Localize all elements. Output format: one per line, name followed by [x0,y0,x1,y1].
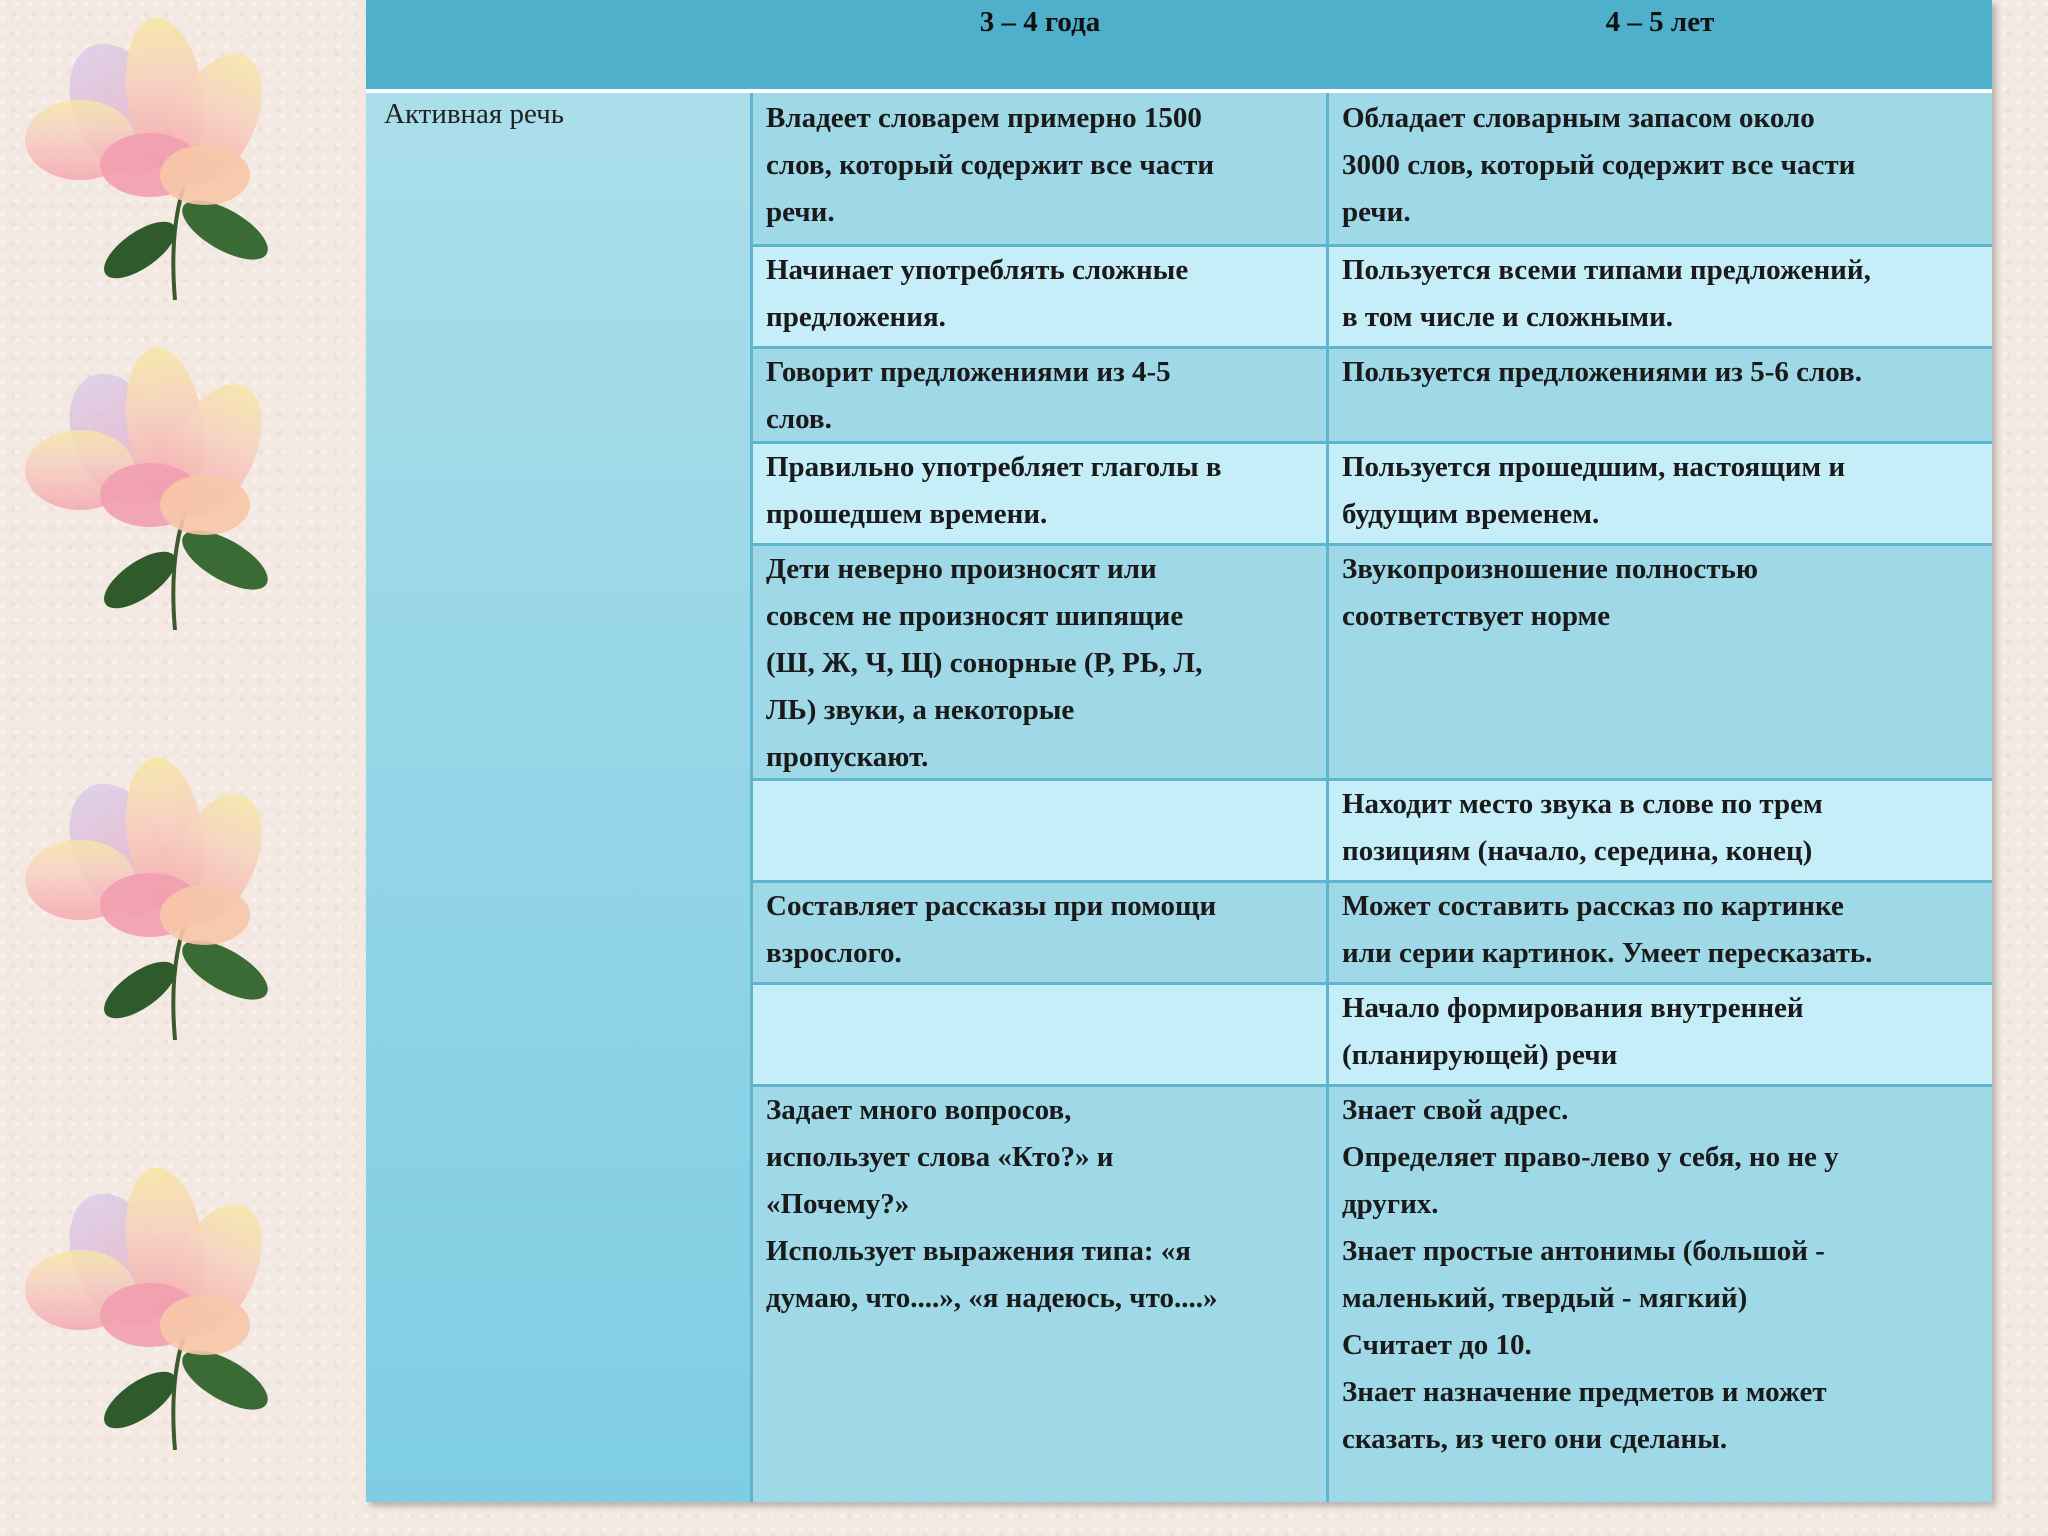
comparison-table [366,0,1992,1502]
table-cell: Обладает словарным запасом около 3000 слов, который содержит все части речи. [1328,93,1992,245]
table-cell: Говорит предложениями из 4-5 слов. [752,347,1328,442]
table-cell: Задает много вопросов, использует слова «Кто?» и «Почему?» Использует выражения типа: «я думаю, что....», «я надеюсь, что....» [752,1085,1328,1502]
row-divider [752,441,1992,444]
magnolia-decoration [0,0,366,1536]
column-divider [750,93,753,1502]
table-cell: Пользуется предложениями из 5-6 слов. [1328,347,1992,442]
row-divider [752,1084,1992,1087]
table-cell [752,779,1328,881]
table-cell: Может составить рассказ по картинке или серии картинок. Умеет пересказать. [1328,881,1992,983]
row-divider [752,346,1992,349]
row-divider [752,982,1992,985]
table-cell: Звукопроизношение полностью соответствует норме [1328,544,1992,779]
table-cell: Находит место звука в слове по трем позициям (начало, середина, конец) [1328,779,1992,881]
table-cell: Начало формирования внутренней (планирующей) речи [1328,983,1992,1085]
row-divider [752,543,1992,546]
table-cell: Владеет словарем примерно 1500 слов, который содержит все части речи. [752,93,1328,245]
column-divider [1326,93,1329,1502]
table-cell: Знает свой адрес. Определяет право-лево у себя, но не у других. Знает простые антонимы (большой - маленький, твердый - мягкий) Считает до 10. Знает назначение предметов и может сказать, из чего они сделаны. [1328,1085,1992,1502]
row-divider [752,880,1992,883]
table-cell: Пользуется прошедшим, настоящим и будущим временем. [1328,442,1992,544]
row-divider [752,778,1992,781]
table-cell: Составляет рассказы при помощи взрослого. [752,881,1328,983]
header-age-3-4: 3 – 4 года [979,6,1101,38]
row-label-column [366,93,752,1502]
table-cell: Пользуется всеми типами предложений, в том числе и сложными. [1328,245,1992,347]
table-cell: Начинает употреблять сложные предложения. [752,245,1328,347]
row-label: Активная речь [384,98,564,130]
table-cell [752,983,1328,1085]
header-age-4-5: 4 – 5 лет [1605,6,1715,38]
row-divider [752,244,1992,247]
table-cell: Правильно употребляет глаголы в прошедшем времени. [752,442,1328,544]
table-cell: Дети неверно произносят или совсем не произносят шипящие (Ш, Ж, Ч, Щ) сонорные (Р, РЬ, Л, ЛЬ) звуки, а некоторые пропускают. [752,544,1328,779]
